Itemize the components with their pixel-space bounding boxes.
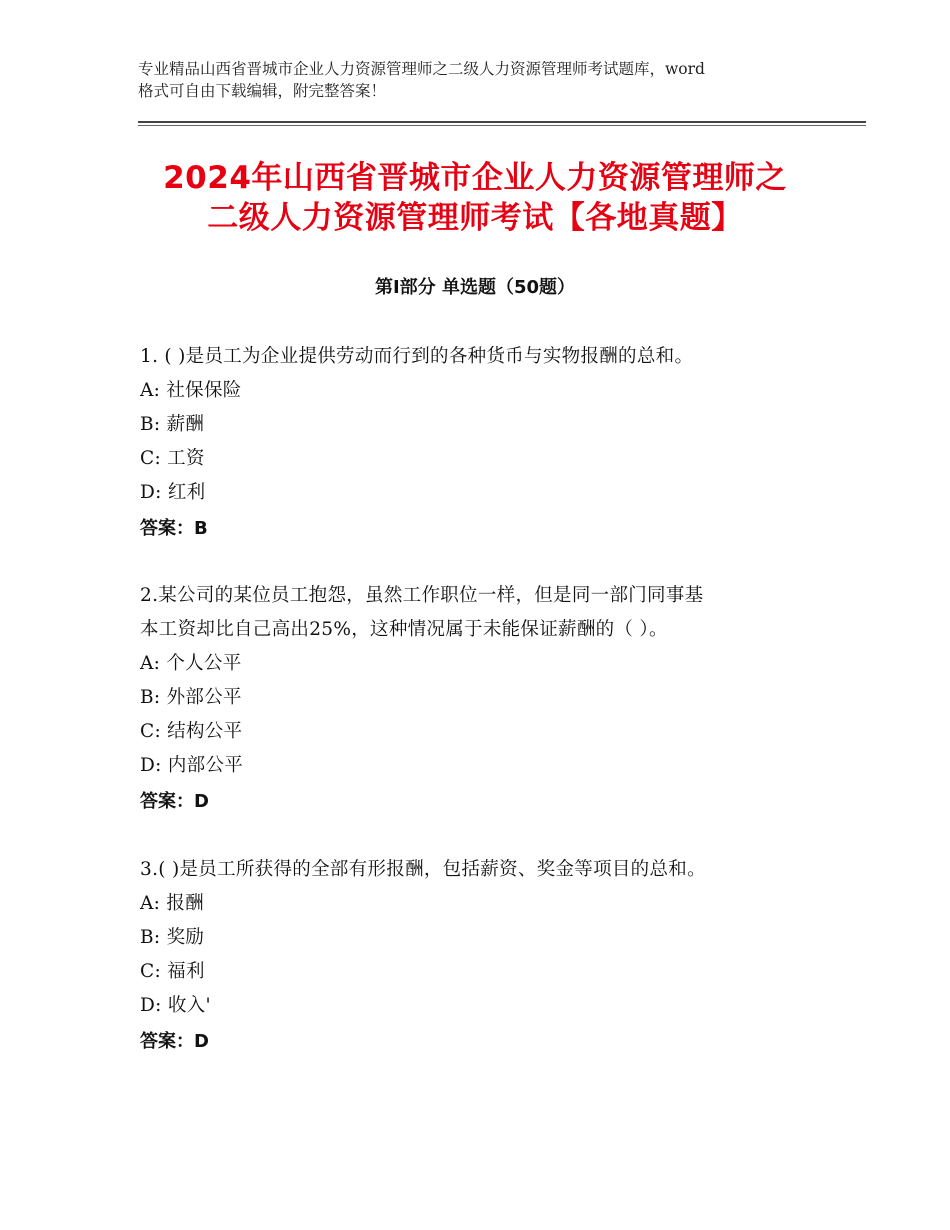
option-a: A: 报酬 [140, 893, 204, 914]
header-note-line-2: 格式可自由下载编辑，附完整答案！ [138, 82, 387, 100]
answer-line: 答案：D [140, 1031, 209, 1052]
document-title-line-1: 2024年山西省晋城市企业人力资源管理师之 [163, 160, 787, 196]
question-stem-line-1: 2.某公司的某位员工抱怨，虽然工作职位一样，但是同一部门同事基 [140, 585, 704, 606]
question-stem-line-2: 本工资却比自己高出25%，这种情况属于未能保证薪酬的（ ）。 [140, 619, 668, 640]
question-stem: 3.( )是员工所获得的全部有形报酬，包括薪资、奖金等项目的总和。 [140, 859, 706, 880]
header-note-line-1: 专业精品山西省晋城市企业人力资源管理师之二级人力资源管理师考试题库，word [138, 60, 705, 78]
section-heading: 第Ⅰ部分 单选题（50题） [374, 277, 575, 298]
question-3 [140, 853, 810, 1059]
option-d: D: 红利 [140, 482, 206, 503]
option-d: D: 内部公平 [140, 755, 244, 776]
option-a: A: 个人公平 [140, 653, 242, 674]
question-1 [140, 340, 810, 546]
answer-line: 答案：B [140, 518, 208, 539]
option-b: B: 外部公平 [140, 687, 242, 708]
header-divider-thick [138, 121, 866, 123]
question-2 [140, 579, 810, 819]
option-b: B: 奖励 [140, 927, 205, 948]
option-b: B: 薪酬 [140, 414, 205, 435]
document-title-line-2: 二级人力资源管理师考试【各地真题】 [207, 200, 743, 236]
option-d: D: 收入' [140, 995, 211, 1016]
option-c: C: 工资 [140, 448, 205, 469]
document-title [100, 158, 850, 238]
option-c: C: 结构公平 [140, 721, 243, 742]
question-stem: 1. ( )是员工为企业提供劳动而行到的各种货币与实物报酬的总和。 [140, 346, 694, 367]
option-a: A: 社保保险 [140, 380, 242, 401]
header-divider-thin [138, 125, 866, 126]
option-c: C: 福利 [140, 961, 205, 982]
answer-line: 答案：D [140, 791, 209, 812]
header-note [138, 58, 838, 102]
